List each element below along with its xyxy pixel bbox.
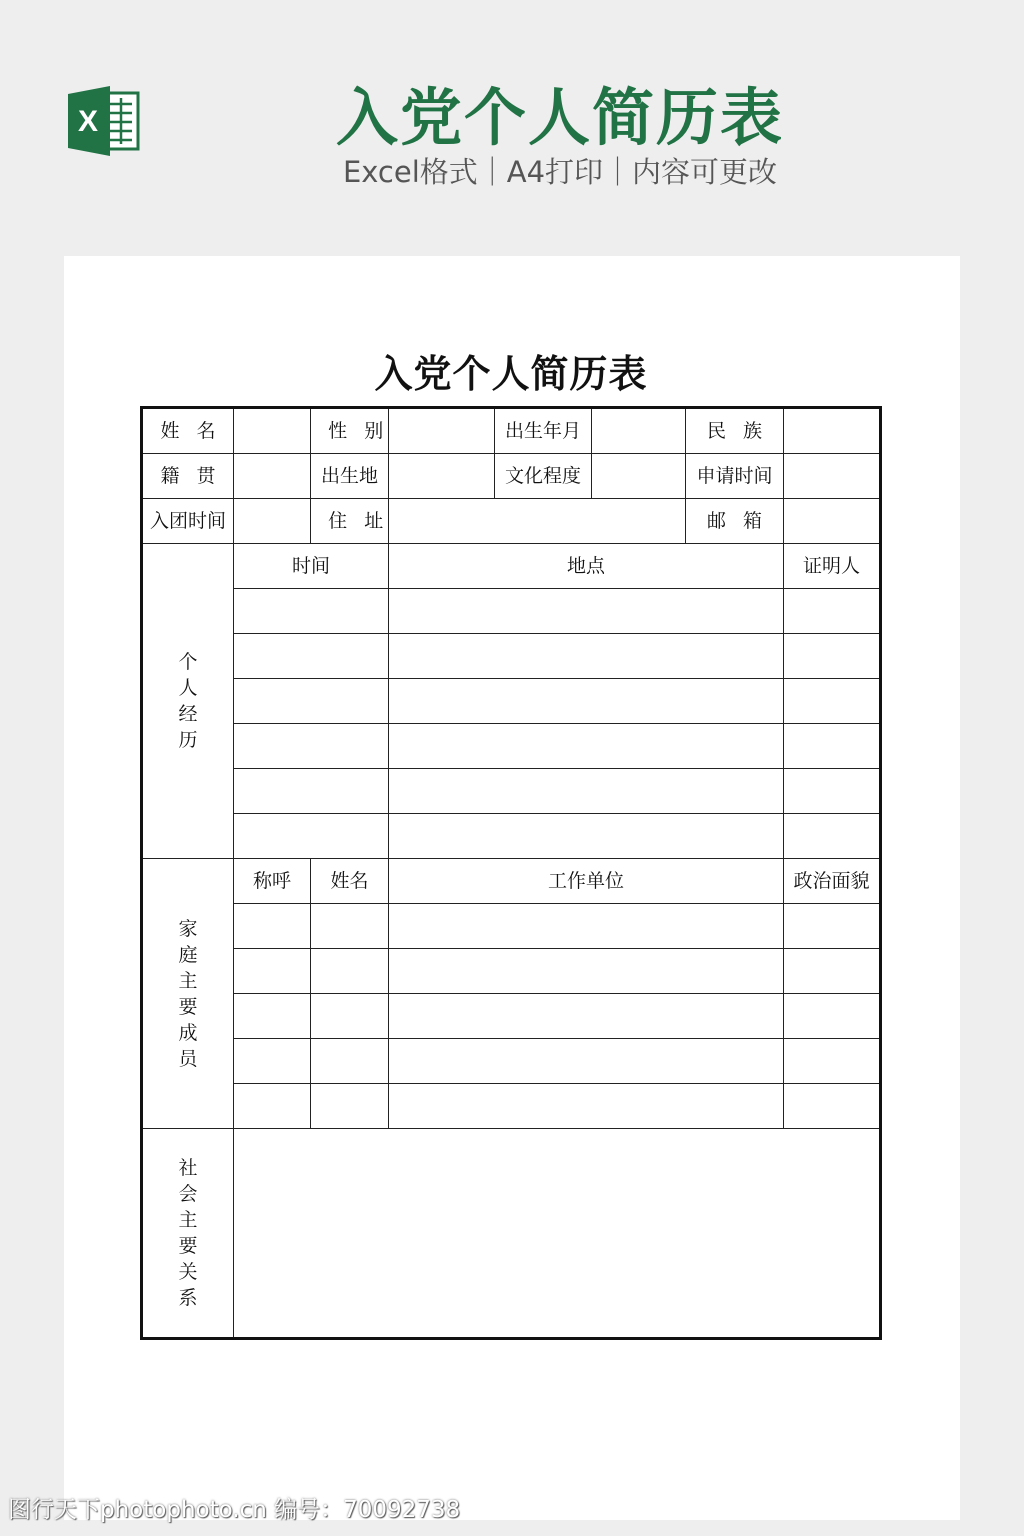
experience-witness-cell[interactable] [784,634,881,679]
birth-date-label: 出生年月 [495,408,592,454]
basic-info-row-3 [142,499,881,544]
experience-place-cell[interactable] [389,634,784,679]
basic-info-row-2 [142,454,881,499]
family-relation-cell[interactable] [234,994,311,1039]
birth-date-field[interactable] [592,408,686,454]
family-row [142,904,881,949]
social-relations-field[interactable] [234,1129,881,1339]
experience-witness-cell[interactable] [784,814,881,859]
experience-time-cell[interactable] [234,769,389,814]
gender-label: 性别 [311,408,389,454]
family-relation-cell[interactable] [234,1039,311,1084]
family-political-cell[interactable] [784,949,881,994]
education-label: 文化程度 [495,454,592,499]
experience-witness-cell[interactable] [784,589,881,634]
apply-date-field[interactable] [784,454,881,499]
family-relation-cell[interactable] [234,904,311,949]
experience-place-cell[interactable] [389,724,784,769]
family-workplace-cell[interactable] [389,1084,784,1129]
family-workplace-cell[interactable] [389,1039,784,1084]
family-name-cell[interactable] [311,1039,389,1084]
experience-row [142,679,881,724]
address-label: 住址 [311,499,389,544]
basic-info-row-1 [142,408,881,454]
col-header-time: 时间 [234,544,389,589]
experience-row [142,814,881,859]
banner-subtitle: Excel格式｜A4打印｜内容可更改 [342,155,778,189]
excel-logo-letter: X [77,105,99,138]
family-row [142,1084,881,1129]
col-header-political-status: 政治面貌 [784,859,881,904]
experience-place-cell[interactable] [389,589,784,634]
experience-time-cell[interactable] [234,679,389,724]
family-name-cell[interactable] [311,904,389,949]
experience-row [142,769,881,814]
family-political-cell[interactable] [784,904,881,949]
watermark: 图行天下photophoto.cn 编号：70092738 [8,1497,461,1523]
family-row [142,1039,881,1084]
birthplace-label: 出生地 [311,454,389,499]
native-place-field[interactable] [234,454,311,499]
banner-title: 入党个人简历表 [335,81,784,154]
experience-witness-cell[interactable] [784,769,881,814]
name-label: 姓名 [142,408,234,454]
family-political-cell[interactable] [784,1039,881,1084]
family-section-label: 家庭主要成员 [142,859,234,1129]
family-relation-cell[interactable] [234,1084,311,1129]
apply-date-label: 申请时间 [686,454,784,499]
birthplace-field[interactable] [389,454,495,499]
experience-row [142,634,881,679]
family-name-cell[interactable] [311,949,389,994]
experience-header-row [142,544,881,589]
league-date-field[interactable] [234,499,311,544]
social-section-label: 社会主要关系 [142,1129,234,1339]
family-name-cell[interactable] [311,994,389,1039]
experience-time-cell[interactable] [234,724,389,769]
gender-field[interactable] [389,408,495,454]
excel-icon [66,86,142,156]
col-header-workplace: 工作单位 [389,859,784,904]
family-relation-cell[interactable] [234,949,311,994]
email-label: 邮箱 [686,499,784,544]
family-workplace-cell[interactable] [389,994,784,1039]
address-field[interactable] [389,499,686,544]
col-header-place: 地点 [389,544,784,589]
experience-witness-cell[interactable] [784,679,881,724]
name-field[interactable] [234,408,311,454]
col-header-relation: 称呼 [234,859,311,904]
resume-form-table [140,406,882,1340]
family-political-cell[interactable] [784,1084,881,1129]
league-date-label: 入团时间 [142,499,234,544]
family-row [142,994,881,1039]
col-header-member-name: 姓名 [311,859,389,904]
ethnicity-label: 民族 [686,408,784,454]
education-field[interactable] [592,454,686,499]
family-row [142,949,881,994]
experience-time-cell[interactable] [234,634,389,679]
experience-time-cell[interactable] [234,589,389,634]
native-place-label: 籍贯 [142,454,234,499]
experience-place-cell[interactable] [389,814,784,859]
email-field[interactable] [784,499,881,544]
col-header-witness: 证明人 [784,544,881,589]
experience-place-cell[interactable] [389,679,784,724]
family-political-cell[interactable] [784,994,881,1039]
family-name-cell[interactable] [311,1084,389,1129]
family-workplace-cell[interactable] [389,904,784,949]
experience-witness-cell[interactable] [784,724,881,769]
experience-row [142,589,881,634]
family-workplace-cell[interactable] [389,949,784,994]
experience-section-label: 个人经历 [142,544,234,859]
form-title: 入党个人简历表 [374,352,648,396]
experience-row [142,724,881,769]
family-header-row [142,859,881,904]
experience-time-cell[interactable] [234,814,389,859]
experience-place-cell[interactable] [389,769,784,814]
social-row [142,1129,881,1339]
ethnicity-field[interactable] [784,408,881,454]
